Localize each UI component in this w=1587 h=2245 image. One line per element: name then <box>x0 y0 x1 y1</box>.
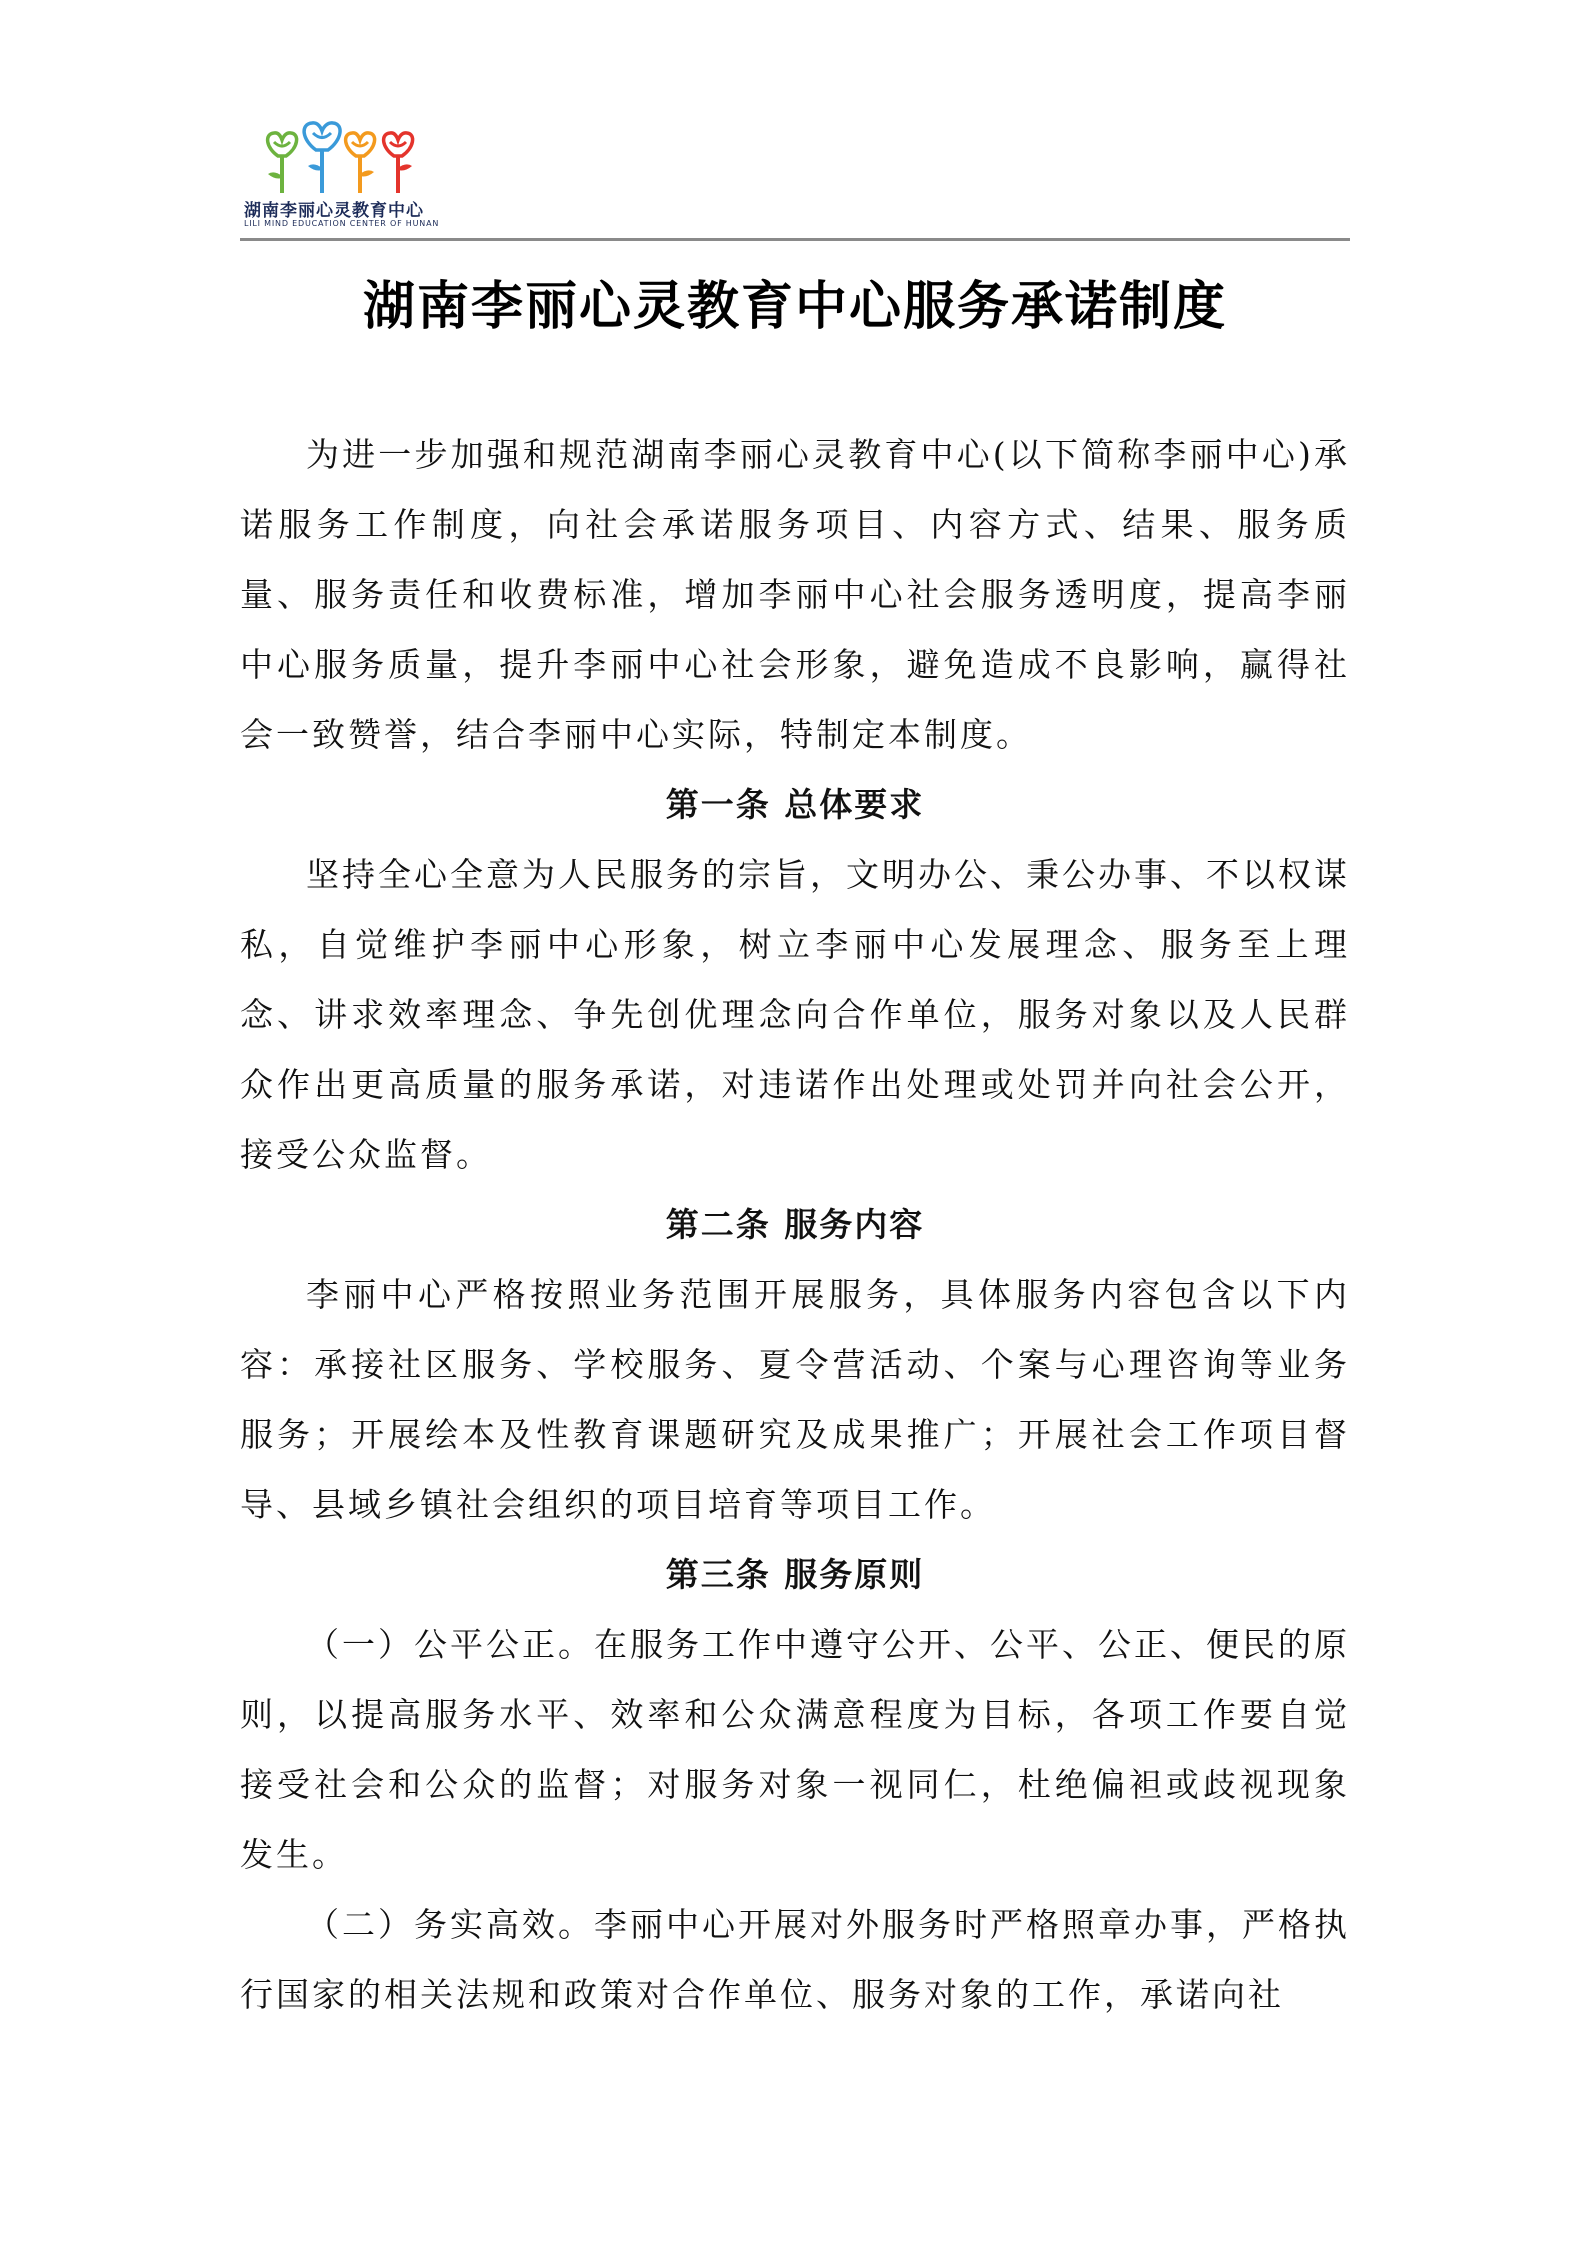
article-2-heading: 第二条 服务内容 <box>665 1205 925 1244</box>
article-3-item-1: （一）公平公正。在服务工作中遵守公开、公平、公正、便民的原则，以提高服务水平、效率和公众满意程度为目标，各项工作要自觉接受社会和公众的监督；对服务对象一视同仁，杜绝偏袒或歧视现象发生。 <box>240 1625 1350 1874</box>
logo-text-cn: 湖南李丽心灵教育中心 <box>244 201 424 221</box>
article-3-item-2: （二）务实高效。李丽中心开展对外服务时严格照章办事，严格执行国家的相关法规和政策对合作单位、服务对象的工作，承诺向社 <box>240 1905 1350 2014</box>
article-1-body: 坚持全心全意为人民服务的宗旨，文明办公、秉公办事、不以权谋私，自觉维护李丽中心形象，树立李丽中心发展理念、服务至上理念、讲求效率理念、争先创优理念向合作单位，服务对象以及人民群众作出更高质量的服务承诺，对违诺作出处理或处罚并向社会公开，接受公众监督。 <box>240 855 1350 1174</box>
page-header <box>240 118 1350 242</box>
document-body <box>240 420 1350 2030</box>
heart-flowers-icon <box>244 118 454 198</box>
header-divider <box>240 238 1350 241</box>
article-2-body: 李丽中心严格按照业务范围开展服务，具体服务内容包含以下内容：承接社区服务、学校服务、夏令营活动、个案与心理咨询等业务服务；开展绘本及性教育课题研究及成果推广；开展社会工作项目督导、县域乡镇社会组织的项目培育等项目工作。 <box>240 1275 1350 1524</box>
organization-logo <box>244 118 454 236</box>
document-title: 湖南李丽心灵教育中心服务承诺制度 <box>362 276 1227 337</box>
intro-paragraph: 为进一步加强和规范湖南李丽心灵教育中心(以下简称李丽中心)承诺服务工作制度，向社会承诺服务项目、内容方式、结果、服务质量、服务责任和收费标准，增加李丽中心社会服务透明度，提高李丽中心服务质量，提升李丽中心社会形象，避免造成不良影响，赢得社会一致赞誉，结合李丽中心实际，特制定本制度。 <box>240 435 1350 754</box>
logo-text-en: LILI MIND EDUCATION CENTER OF HUNAN <box>244 219 440 228</box>
article-3-heading: 第三条 服务原则 <box>665 1555 925 1594</box>
article-1-heading: 第一条 总体要求 <box>665 785 925 824</box>
